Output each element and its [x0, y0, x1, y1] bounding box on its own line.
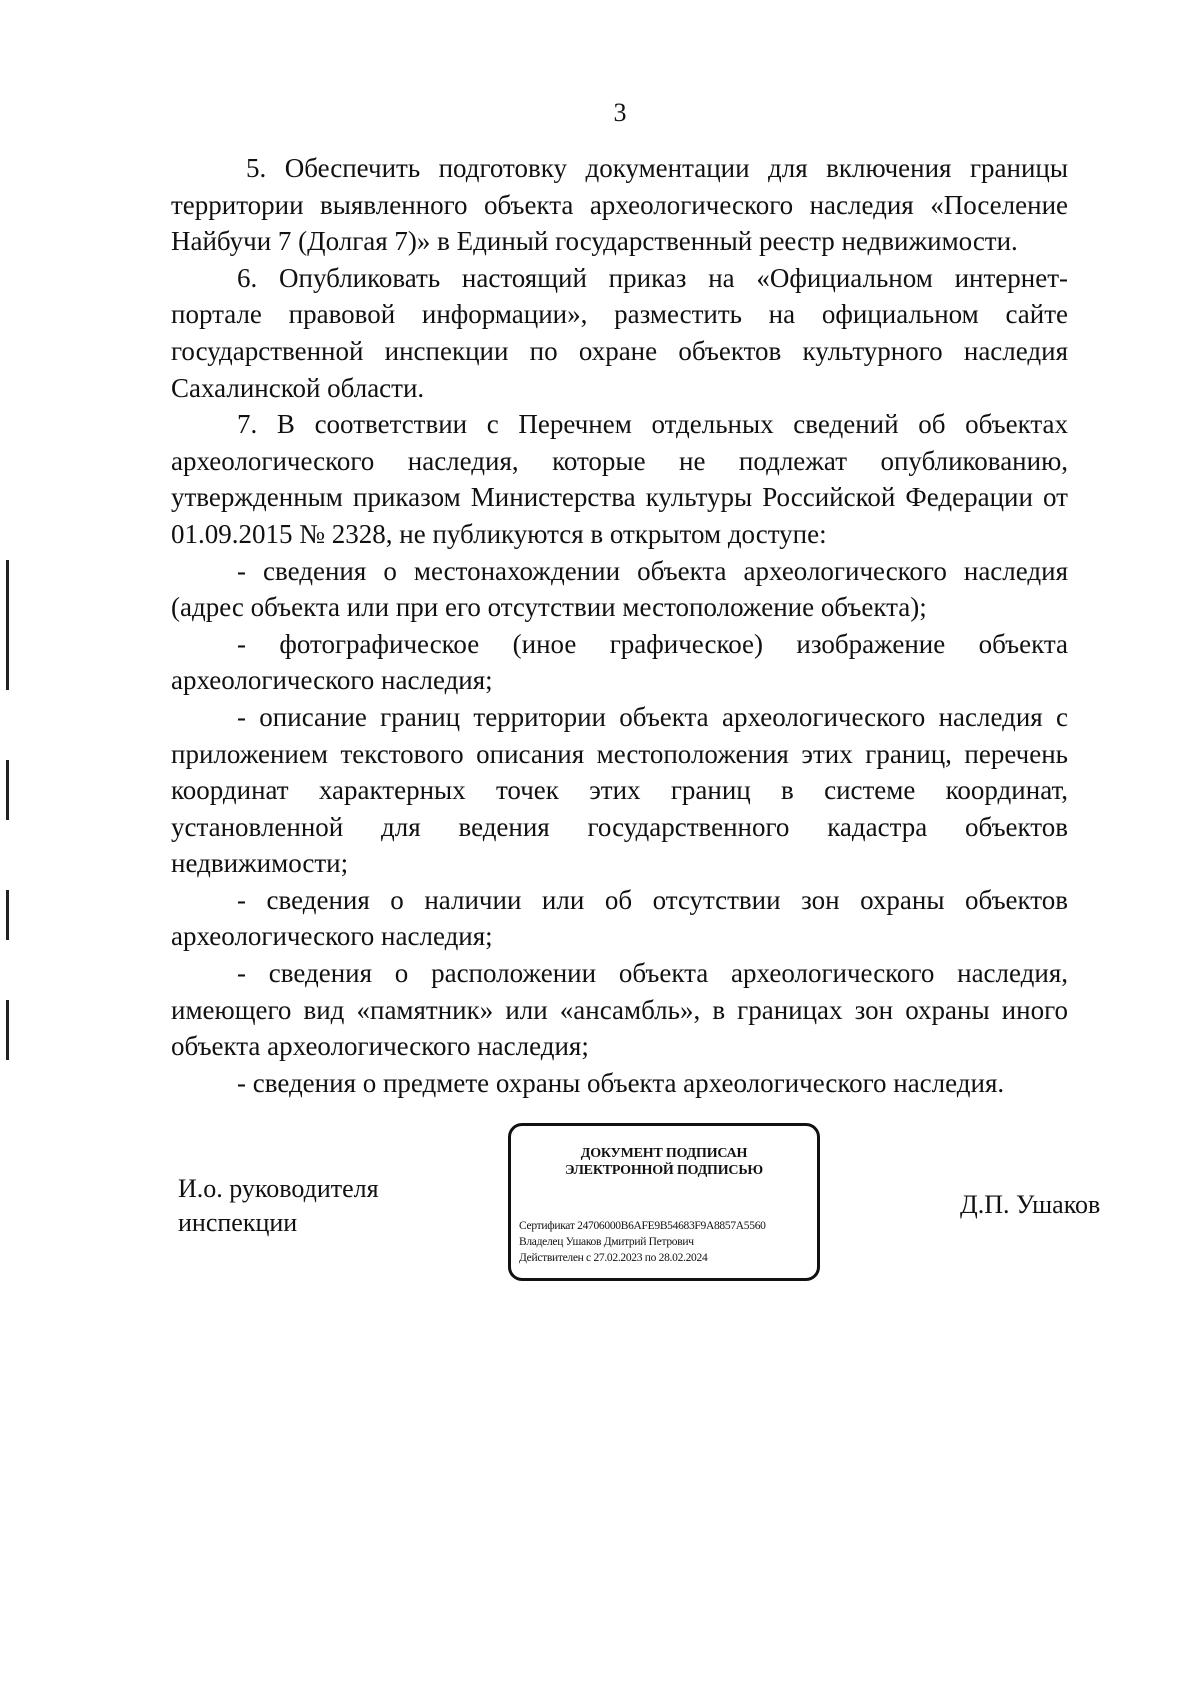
signatory-role: [178, 1172, 379, 1240]
signatory-name: Д.П. Ушаков: [960, 1190, 1101, 1219]
paragraph-item-5: 5. Обеспечить подготовку документации для включения границы территории выявленного объекта археологического наследия «Поселение Найбучи 7 (Долгая 7)» в Единый государственный реестр недвижимости.: [171, 153, 1068, 257]
scan-edge-mark: [6, 760, 9, 820]
list-item-protection-zones: - сведения о наличии или об отсутствии зон охраны объектов археологического наследия;: [171, 884, 1068, 952]
paragraph-item-6: 6. Опубликовать настоящий приказ на «Официальном интернет-портале правовой информации», разместить на официальном сайте государственной инспекции по охране объектов культурного наследия Сахалинской области.: [171, 262, 1068, 403]
list-item-location: - сведения о местонахождении объекта археологического наследия (адрес объекта или при его отсутствии местоположение объекта);: [171, 555, 1068, 623]
stamp-title-line2: ЭЛЕКТРОННОЙ ПОДПИСЬЮ: [565, 1163, 763, 1178]
stamp-certificate: Сертификат 24706000B6AFE9B54683F9A8857A5560: [519, 1220, 766, 1232]
list-item-monument-location: - сведения о расположении объекта археологического наследия, имеющего вид «памятник» или «ансамбль», в границах зон охраны иного объекта археологического наследия;: [171, 958, 1068, 1062]
list-item-protection-subject: - сведения о предмете охраны объекта археологического наследия.: [237, 1067, 1005, 1098]
scan-edge-mark: [6, 890, 9, 940]
scan-edge-mark: [6, 560, 9, 690]
list-item-boundaries: - описание границ территории объекта археологического наследия с приложением текстового описания местоположения этих границ, перечень координат характерных точек этих границ в системе координат, установленной для ведения государственного кадастра объектов недвижимости;: [171, 701, 1068, 879]
list-item-photo: - фотографическое (иное графическое) изображение объекта археологического наследия;: [171, 628, 1068, 696]
scan-edge-mark: [6, 1000, 9, 1060]
stamp-validity: Действителен с 27.02.2023 по 28.02.2024: [519, 1252, 708, 1264]
signatory-role-line1: И.о. руководителя: [178, 1174, 379, 1203]
paragraph-item-7: 7. В соответствии с Перечнем отдельных сведений об объектах археологического наследия, которые не подлежат опубликованию, утвержденным приказом Министерства культуры Российской Федерации от 01.09.2015 № 2328, не публикуются в открытом доступе:: [171, 409, 1068, 549]
stamp-details: [519, 1218, 815, 1266]
signatory-role-line2: инспекции: [178, 1208, 298, 1237]
document-body: [171, 150, 1068, 1101]
stamp-owner: Владелец Ушаков Дмитрий Петрович: [519, 1236, 694, 1248]
stamp-title-line1: ДОКУМЕНТ ПОДПИСАН: [580, 1146, 748, 1161]
stamp-title: [511, 1145, 817, 1179]
page-number: 3: [613, 98, 627, 127]
electronic-signature-stamp: [508, 1123, 820, 1281]
